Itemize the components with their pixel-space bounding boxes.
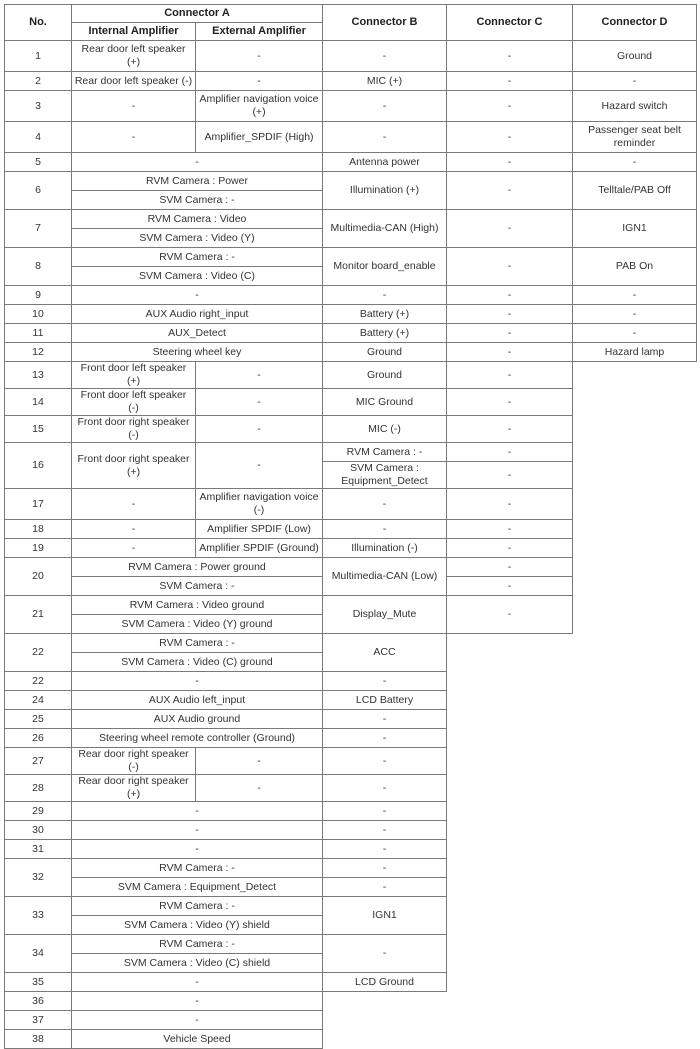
connector-c-value: - (447, 286, 573, 305)
table-row (5, 634, 697, 653)
connector-a-value: AUX_Detect (72, 324, 323, 343)
connector-a-sub-value: RVM Camera : - (72, 897, 323, 916)
connector-a-value: - (72, 1011, 323, 1030)
connector-a-internal: Rear door left speaker (+) (72, 41, 196, 72)
connector-a-value: - (72, 821, 323, 840)
connector-c-value: - (447, 362, 573, 389)
blank-cell (323, 1030, 447, 1049)
connector-a-sub-value: SVM Camera : Video (Y) (72, 229, 323, 248)
connector-b-value: MIC (-) (323, 416, 447, 443)
connector-a-value: - (72, 153, 323, 172)
connector-d-value: Passenger seat belt reminder (573, 122, 697, 153)
pin-number: 26 (5, 729, 72, 748)
connector-c-value: - (447, 324, 573, 343)
connector-b-sub-value: SVM Camera : Equipment_Detect (323, 462, 447, 489)
connector-b-value: - (323, 748, 447, 775)
pin-number: 35 (5, 973, 72, 992)
table-row (5, 286, 697, 305)
connector-a-value: AUX Audio left_input (72, 691, 323, 710)
pin-number: 1 (5, 41, 72, 72)
blank-cell (447, 775, 573, 802)
connector-a-value: - (72, 973, 323, 992)
connector-d-value: - (573, 324, 697, 343)
connector-a-value: Steering wheel key (72, 343, 323, 362)
connector-b-value: Antenna power (323, 153, 447, 172)
connector-a-external: Amplifier_SPDIF (High) (196, 122, 323, 153)
connector-c-sub-value: - (447, 577, 573, 596)
table-row (5, 1011, 697, 1030)
blank-cell (573, 416, 697, 443)
connector-a-value: - (72, 672, 323, 691)
blank-cell (573, 389, 697, 416)
pin-number: 4 (5, 122, 72, 153)
blank-cell (573, 775, 697, 802)
blank-cell (323, 992, 447, 1011)
connector-c-value: - (447, 596, 573, 634)
connector-a-sub-value: SVM Camera : - (72, 191, 323, 210)
header-external-amplifier: External Amplifier (196, 23, 323, 41)
blank-cell (447, 859, 573, 897)
connector-b-value: - (323, 729, 447, 748)
pin-number: 6 (5, 172, 72, 210)
connector-b-value: - (323, 91, 447, 122)
blank-cell (573, 1011, 697, 1030)
pin-number: 9 (5, 286, 72, 305)
connector-a-internal: Front door right speaker (-) (72, 416, 196, 443)
table-row (5, 558, 697, 577)
connector-c-sub-value: - (447, 558, 573, 577)
blank-cell (573, 1030, 697, 1049)
connector-a-external: - (196, 775, 323, 802)
connector-a-external: - (196, 416, 323, 443)
table-row (5, 153, 697, 172)
blank-cell (573, 489, 697, 520)
blank-cell (573, 443, 697, 489)
pin-number: 17 (5, 489, 72, 520)
connector-a-value: - (72, 286, 323, 305)
blank-cell (573, 859, 697, 897)
table-row (5, 362, 697, 389)
connector-a-sub-value: SVM Camera : - (72, 577, 323, 596)
table-row (5, 859, 697, 878)
pin-number: 25 (5, 710, 72, 729)
blank-cell (447, 935, 573, 973)
connector-a-internal: Front door left speaker (+) (72, 362, 196, 389)
blank-cell (447, 748, 573, 775)
connector-b-value: - (323, 520, 447, 539)
connector-a-internal: Rear door left speaker (-) (72, 72, 196, 91)
connector-pin-table (4, 4, 697, 1049)
pin-number: 12 (5, 343, 72, 362)
connector-c-value: - (447, 153, 573, 172)
table-row (5, 840, 697, 859)
connector-a-external: - (196, 72, 323, 91)
connector-b-value: Illumination (-) (323, 539, 447, 558)
connector-a-value: - (72, 840, 323, 859)
table-row (5, 748, 697, 775)
connector-b-value: - (323, 821, 447, 840)
connector-a-external: - (196, 389, 323, 416)
blank-cell (323, 1011, 447, 1030)
connector-a-sub-value: SVM Camera : Video (Y) ground (72, 615, 323, 634)
blank-cell (573, 897, 697, 935)
connector-a-external: Amplifier SPDIF (Ground) (196, 539, 323, 558)
table-row (5, 305, 697, 324)
connector-a-sub-value: SVM Camera : Video (C) shield (72, 954, 323, 973)
connector-a-sub-value: SVM Camera : Video (C) (72, 267, 323, 286)
connector-b-value: - (323, 41, 447, 72)
connector-b-value: Multimedia-CAN (Low) (323, 558, 447, 596)
blank-cell (573, 840, 697, 859)
pin-number: 2 (5, 72, 72, 91)
connector-b-value: Multimedia-CAN (High) (323, 210, 447, 248)
connector-a-sub-value: RVM Camera : - (72, 634, 323, 653)
table-row (5, 489, 697, 520)
pin-number: 38 (5, 1030, 72, 1049)
connector-a-sub-value: SVM Camera : Equipment_Detect (72, 878, 323, 897)
pin-number: 32 (5, 859, 72, 897)
connector-c-value: - (447, 122, 573, 153)
connector-a-value: - (72, 802, 323, 821)
blank-cell (447, 710, 573, 729)
connector-b-value: LCD Battery (323, 691, 447, 710)
connector-a-sub-value: RVM Camera : - (72, 935, 323, 954)
table-row (5, 672, 697, 691)
connector-a-external: - (196, 362, 323, 389)
connector-b-value: - (323, 672, 447, 691)
connector-c-value: - (447, 41, 573, 72)
blank-cell (447, 802, 573, 821)
pin-number: 8 (5, 248, 72, 286)
pin-number: 15 (5, 416, 72, 443)
blank-cell (447, 672, 573, 691)
table-row (5, 122, 697, 153)
header-no: No. (5, 5, 72, 41)
connector-a-external: - (196, 41, 323, 72)
connector-c-value: - (447, 520, 573, 539)
table-row (5, 389, 697, 416)
pin-number: 18 (5, 520, 72, 539)
pin-number: 34 (5, 935, 72, 973)
connector-b-value: - (323, 286, 447, 305)
connector-c-value: - (447, 343, 573, 362)
table-row (5, 992, 697, 1011)
connector-b-value: ACC (323, 634, 447, 672)
connector-b-value: - (323, 935, 447, 973)
connector-a-external: Amplifier navigation voice (-) (196, 489, 323, 520)
table-row (5, 172, 697, 191)
connector-b-value: Display_Mute (323, 596, 447, 634)
connector-b-value: Battery (+) (323, 324, 447, 343)
blank-cell (573, 596, 697, 634)
table-row (5, 324, 697, 343)
table-row (5, 973, 697, 992)
connector-c-value: - (447, 389, 573, 416)
blank-cell (573, 539, 697, 558)
header-connector-b: Connector B (323, 5, 447, 41)
blank-cell (447, 821, 573, 840)
table-row (5, 802, 697, 821)
connector-d-value: Ground (573, 41, 697, 72)
connector-a-external: - (196, 748, 323, 775)
connector-c-value: - (447, 248, 573, 286)
connector-a-sub-value: RVM Camera : Video (72, 210, 323, 229)
connector-a-internal: - (72, 122, 196, 153)
blank-cell (447, 840, 573, 859)
connector-b-value: LCD Ground (323, 973, 447, 992)
blank-cell (573, 802, 697, 821)
connector-b-value: - (323, 710, 447, 729)
connector-c-value: - (447, 172, 573, 210)
blank-cell (447, 691, 573, 710)
connector-c-value: - (447, 489, 573, 520)
table-row (5, 416, 697, 443)
connector-b-value: MIC (+) (323, 72, 447, 91)
pin-number: 11 (5, 324, 72, 343)
connector-c-sub-value: - (447, 462, 573, 489)
table-row (5, 41, 697, 72)
pin-number: 21 (5, 596, 72, 634)
connector-b-value: Illumination (+) (323, 172, 447, 210)
pin-number: 19 (5, 539, 72, 558)
pin-number: 31 (5, 840, 72, 859)
connector-d-value: - (573, 153, 697, 172)
connector-a-external: Amplifier SPDIF (Low) (196, 520, 323, 539)
blank-cell (573, 634, 697, 672)
connector-a-internal: Front door left speaker (-) (72, 389, 196, 416)
connector-a-sub-value: RVM Camera : - (72, 248, 323, 267)
connector-b-sub-value: - (323, 878, 447, 897)
table-row (5, 443, 697, 462)
header-connector-d: Connector D (573, 5, 697, 41)
connector-d-value: IGN1 (573, 210, 697, 248)
pin-number: 16 (5, 443, 72, 489)
connector-d-value: - (573, 72, 697, 91)
connector-c-value: - (447, 91, 573, 122)
connector-a-value: AUX Audio ground (72, 710, 323, 729)
blank-cell (573, 558, 697, 596)
table-row (5, 596, 697, 615)
blank-cell (447, 897, 573, 935)
table-row (5, 539, 697, 558)
table-row (5, 775, 697, 802)
connector-d-value: Hazard lamp (573, 343, 697, 362)
connector-b-value: - (323, 489, 447, 520)
table-row (5, 729, 697, 748)
blank-cell (573, 672, 697, 691)
blank-cell (447, 634, 573, 672)
blank-cell (447, 973, 573, 992)
connector-a-internal: - (72, 489, 196, 520)
blank-cell (447, 1011, 573, 1030)
pin-number: 22 (5, 672, 72, 691)
connector-d-value: Hazard switch (573, 91, 697, 122)
blank-cell (573, 935, 697, 973)
connector-b-sub-value: - (323, 859, 447, 878)
pin-number: 36 (5, 992, 72, 1011)
table-row (5, 72, 697, 91)
connector-b-value: Monitor board_enable (323, 248, 447, 286)
connector-a-internal: - (72, 91, 196, 122)
blank-cell (573, 729, 697, 748)
table-row (5, 897, 697, 916)
table-row (5, 935, 697, 954)
blank-cell (573, 973, 697, 992)
connector-a-value: Vehicle Speed (72, 1030, 323, 1049)
blank-cell (447, 729, 573, 748)
connector-a-external: Amplifier navigation voice (+) (196, 91, 323, 122)
blank-cell (447, 992, 573, 1011)
header-connector-a: Connector A (72, 5, 323, 23)
table-row (5, 210, 697, 229)
pin-number: 27 (5, 748, 72, 775)
connector-b-value: IGN1 (323, 897, 447, 935)
connector-a-sub-value: RVM Camera : Video ground (72, 596, 323, 615)
pin-number: 24 (5, 691, 72, 710)
pin-number: 29 (5, 802, 72, 821)
connector-c-sub-value: - (447, 443, 573, 462)
connector-b-value: Ground (323, 362, 447, 389)
connector-c-value: - (447, 539, 573, 558)
blank-cell (573, 520, 697, 539)
connector-b-sub-value: RVM Camera : - (323, 443, 447, 462)
pin-number: 37 (5, 1011, 72, 1030)
blank-cell (573, 821, 697, 840)
table-row (5, 1030, 697, 1049)
connector-b-value: - (323, 802, 447, 821)
table-row (5, 520, 697, 539)
table-row (5, 343, 697, 362)
pin-number: 13 (5, 362, 72, 389)
connector-a-value: - (72, 992, 323, 1011)
header-connector-c: Connector C (447, 5, 573, 41)
blank-cell (573, 748, 697, 775)
pin-number: 10 (5, 305, 72, 324)
header-internal-amplifier: Internal Amplifier (72, 23, 196, 41)
blank-cell (573, 992, 697, 1011)
table-body (5, 41, 697, 1049)
pin-number: 14 (5, 389, 72, 416)
connector-a-sub-value: RVM Camera : Power ground (72, 558, 323, 577)
connector-a-internal: - (72, 520, 196, 539)
pin-number: 7 (5, 210, 72, 248)
table-row (5, 710, 697, 729)
connector-a-sub-value: RVM Camera : - (72, 859, 323, 878)
connector-c-value: - (447, 416, 573, 443)
connector-b-value: Battery (+) (323, 305, 447, 324)
blank-cell (447, 1030, 573, 1049)
connector-a-sub-value: SVM Camera : Video (C) ground (72, 653, 323, 672)
connector-d-value: PAB On (573, 248, 697, 286)
pin-number: 3 (5, 91, 72, 122)
connector-a-internal: Rear door right speaker (+) (72, 775, 196, 802)
pin-number: 30 (5, 821, 72, 840)
pin-number: 22 (5, 634, 72, 672)
table-row (5, 691, 697, 710)
pin-number: 33 (5, 897, 72, 935)
connector-c-value: - (447, 305, 573, 324)
pin-number: 5 (5, 153, 72, 172)
connector-b-value: Ground (323, 343, 447, 362)
connector-a-internal: - (72, 539, 196, 558)
connector-a-internal: Front door right speaker (+) (72, 443, 196, 489)
connector-a-internal: Rear door right speaker (-) (72, 748, 196, 775)
connector-a-value: Steering wheel remote controller (Ground) (72, 729, 323, 748)
connector-c-value: - (447, 72, 573, 91)
connector-b-value: MIC Ground (323, 389, 447, 416)
connector-b-value: - (323, 122, 447, 153)
table-row (5, 248, 697, 267)
connector-c-value: - (447, 210, 573, 248)
table-row (5, 821, 697, 840)
connector-b-value: - (323, 775, 447, 802)
pin-number: 28 (5, 775, 72, 802)
connector-b-value: - (323, 840, 447, 859)
connector-a-external: - (196, 443, 323, 489)
connector-a-sub-value: RVM Camera : Power (72, 172, 323, 191)
blank-cell (573, 691, 697, 710)
connector-a-sub-value: SVM Camera : Video (Y) shield (72, 916, 323, 935)
table-row (5, 91, 697, 122)
connector-a-value: AUX Audio right_input (72, 305, 323, 324)
blank-cell (573, 710, 697, 729)
pin-number: 20 (5, 558, 72, 596)
connector-d-value: - (573, 305, 697, 324)
connector-d-value: Telltale/PAB Off (573, 172, 697, 210)
connector-d-value: - (573, 286, 697, 305)
blank-cell (573, 362, 697, 389)
